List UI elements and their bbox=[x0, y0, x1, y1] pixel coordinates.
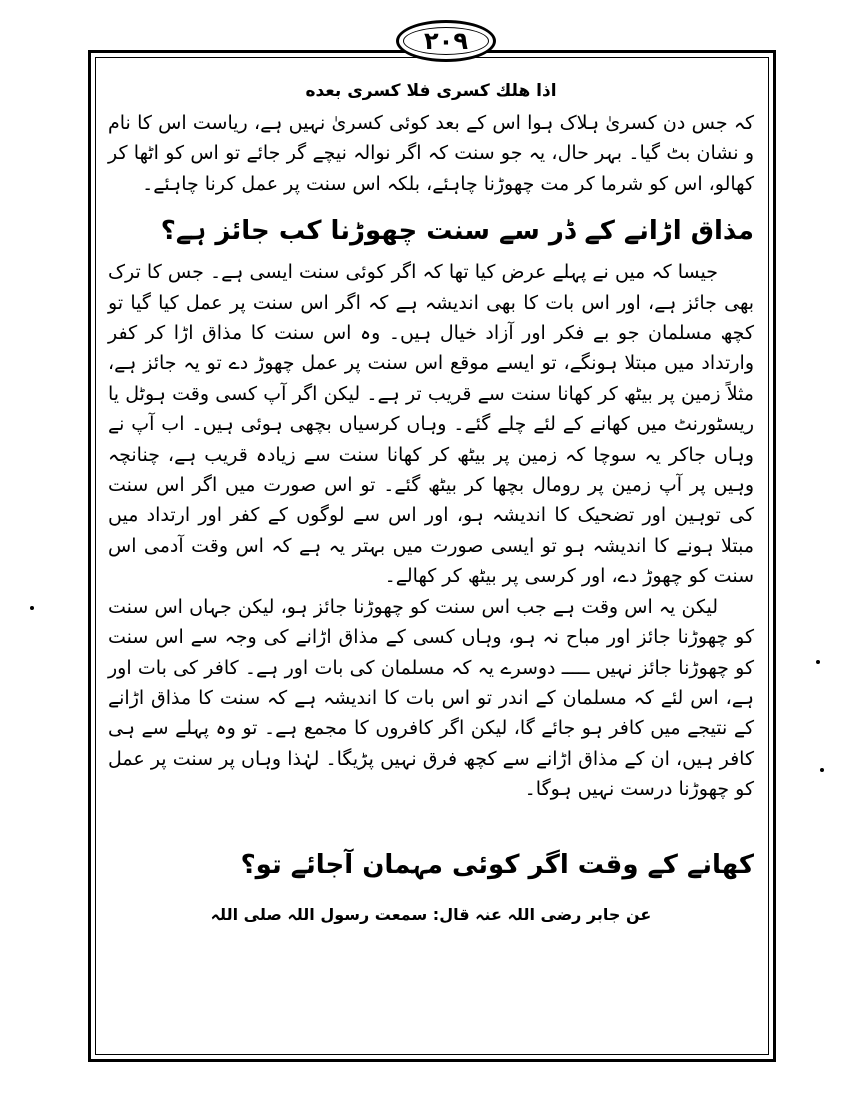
intro-paragraph: کہ جس دن کسریٰ ہلاک ہوا اس کے بعد کوئی کسریٰ نہیں ہے، ریاست اس کا نام و نشان بٹ گیا۔ بہر حال، یہ جو سنت کہ اگر نوالہ نیچے گر جائے تو اس کو اٹھا کر کھالو، اس کو شرما کر مت چھوڑنا چاہئے، بلکہ اس سنت پر عمل کرنا چاہئے۔ bbox=[108, 112, 754, 195]
section-1-paragraph-2: لیکن یہ اس وقت ہے جب اس سنت کو چھوڑنا جائز ہو، لیکن جہاں اس سنت کو چھوڑنا جائز اور مباح نہ ہو، وہاں کسی کے مذاق اڑانے کی وجہ سے اس سنت کو چھوڑنا جائز نہیں ـــــ دوسرے یہ کہ مسلمان کی بات اور ہے۔ کافر کی بات اور ہے، اس لئے کہ مسلمان کے اندر تو اس بات کا اندیشہ ہے کہ سنت کا مذاق اڑانے کے نتیجے میں کافر ہو جائے گا، لیکن اگر کافروں کا مجمع ہے۔ تو وہ پہلے سے ہی کافر ہیں، ان کے مذاق اڑانے سے کچھ فرق نہیں پڑیگا۔ لہٰذا وہاں پر سنت پر عمل کو چھوڑنا درست نہیں ہوگا۔ bbox=[108, 595, 754, 801]
section-heading-1: مذاق اڑانے کے ڈر سے سنت چھوڑنا کب جائز ہے؟ bbox=[160, 216, 754, 247]
section-heading-2: کھانے کے وقت اگر کوئی مہمان آجائے تو؟ bbox=[240, 849, 754, 880]
page-content bbox=[108, 76, 754, 929]
hadith-line: عن جابر رضی اللہ عنہ قال: سمعت رسول اللہ صلی اللہ bbox=[210, 904, 652, 924]
scan-speck bbox=[820, 768, 824, 772]
page-number: ۲۰۹ bbox=[424, 27, 468, 55]
section-1-paragraph-1: جیسا کہ میں نے پہلے عرض کیا تھا کہ اگر کوئی سنت ایسی ہے۔ جس کا ترک بھی جائز ہے، اور اس بات کا بھی اندیشہ ہے کہ اگر اس سنت پر عمل کیا گیا تو کچھ مسلمان جو بے فکر اور آزاد خیال ہیں۔ وہ اس سنت کا مذاق اڑا کر کفر وارتداد میں مبتلا ہونگے، تو ایسے موقع اس سنت پر عمل چھوڑ دے تو یہ جائز ہے، مثلاً زمین پر بیٹھ کر کھانا سنت سے قریب تر ہے۔ لیکن اگر آپ کسی وقت ہوٹل یا ریسٹورنٹ میں کھانے کے لئے چلے گئے۔ وہاں کرسیاں بچھی ہوئی ہیں۔ اب آپ نے وہاں جاکر یہ سوچا کہ زمین پر بیٹھ کر کھانا سنت سے زیادہ قریب ہے، چنانچہ وہیں پر آپ زمین پر رومال بچھا کر بیٹھ گئے۔ تو اس صورت میں اگر اس سنت کی توہین اور تضحیک کا اندیشہ ہو، اور اس سے لوگوں کے کفر اور ارتداد میں مبتلا ہونے کا اندیشہ ہو تو ایسی صورت میں بہتر یہ ہے کہ اس وقت آدمی اس سنت کو چھوڑ دے، اور کرسی پر بیٹھ کر کھالے۔ bbox=[108, 261, 754, 588]
arabic-header-line: اذا هلك كسرى فلا كسرى بعده bbox=[305, 81, 557, 101]
scan-speck bbox=[30, 606, 34, 610]
scan-speck bbox=[816, 660, 820, 664]
page-number-badge bbox=[396, 20, 496, 62]
